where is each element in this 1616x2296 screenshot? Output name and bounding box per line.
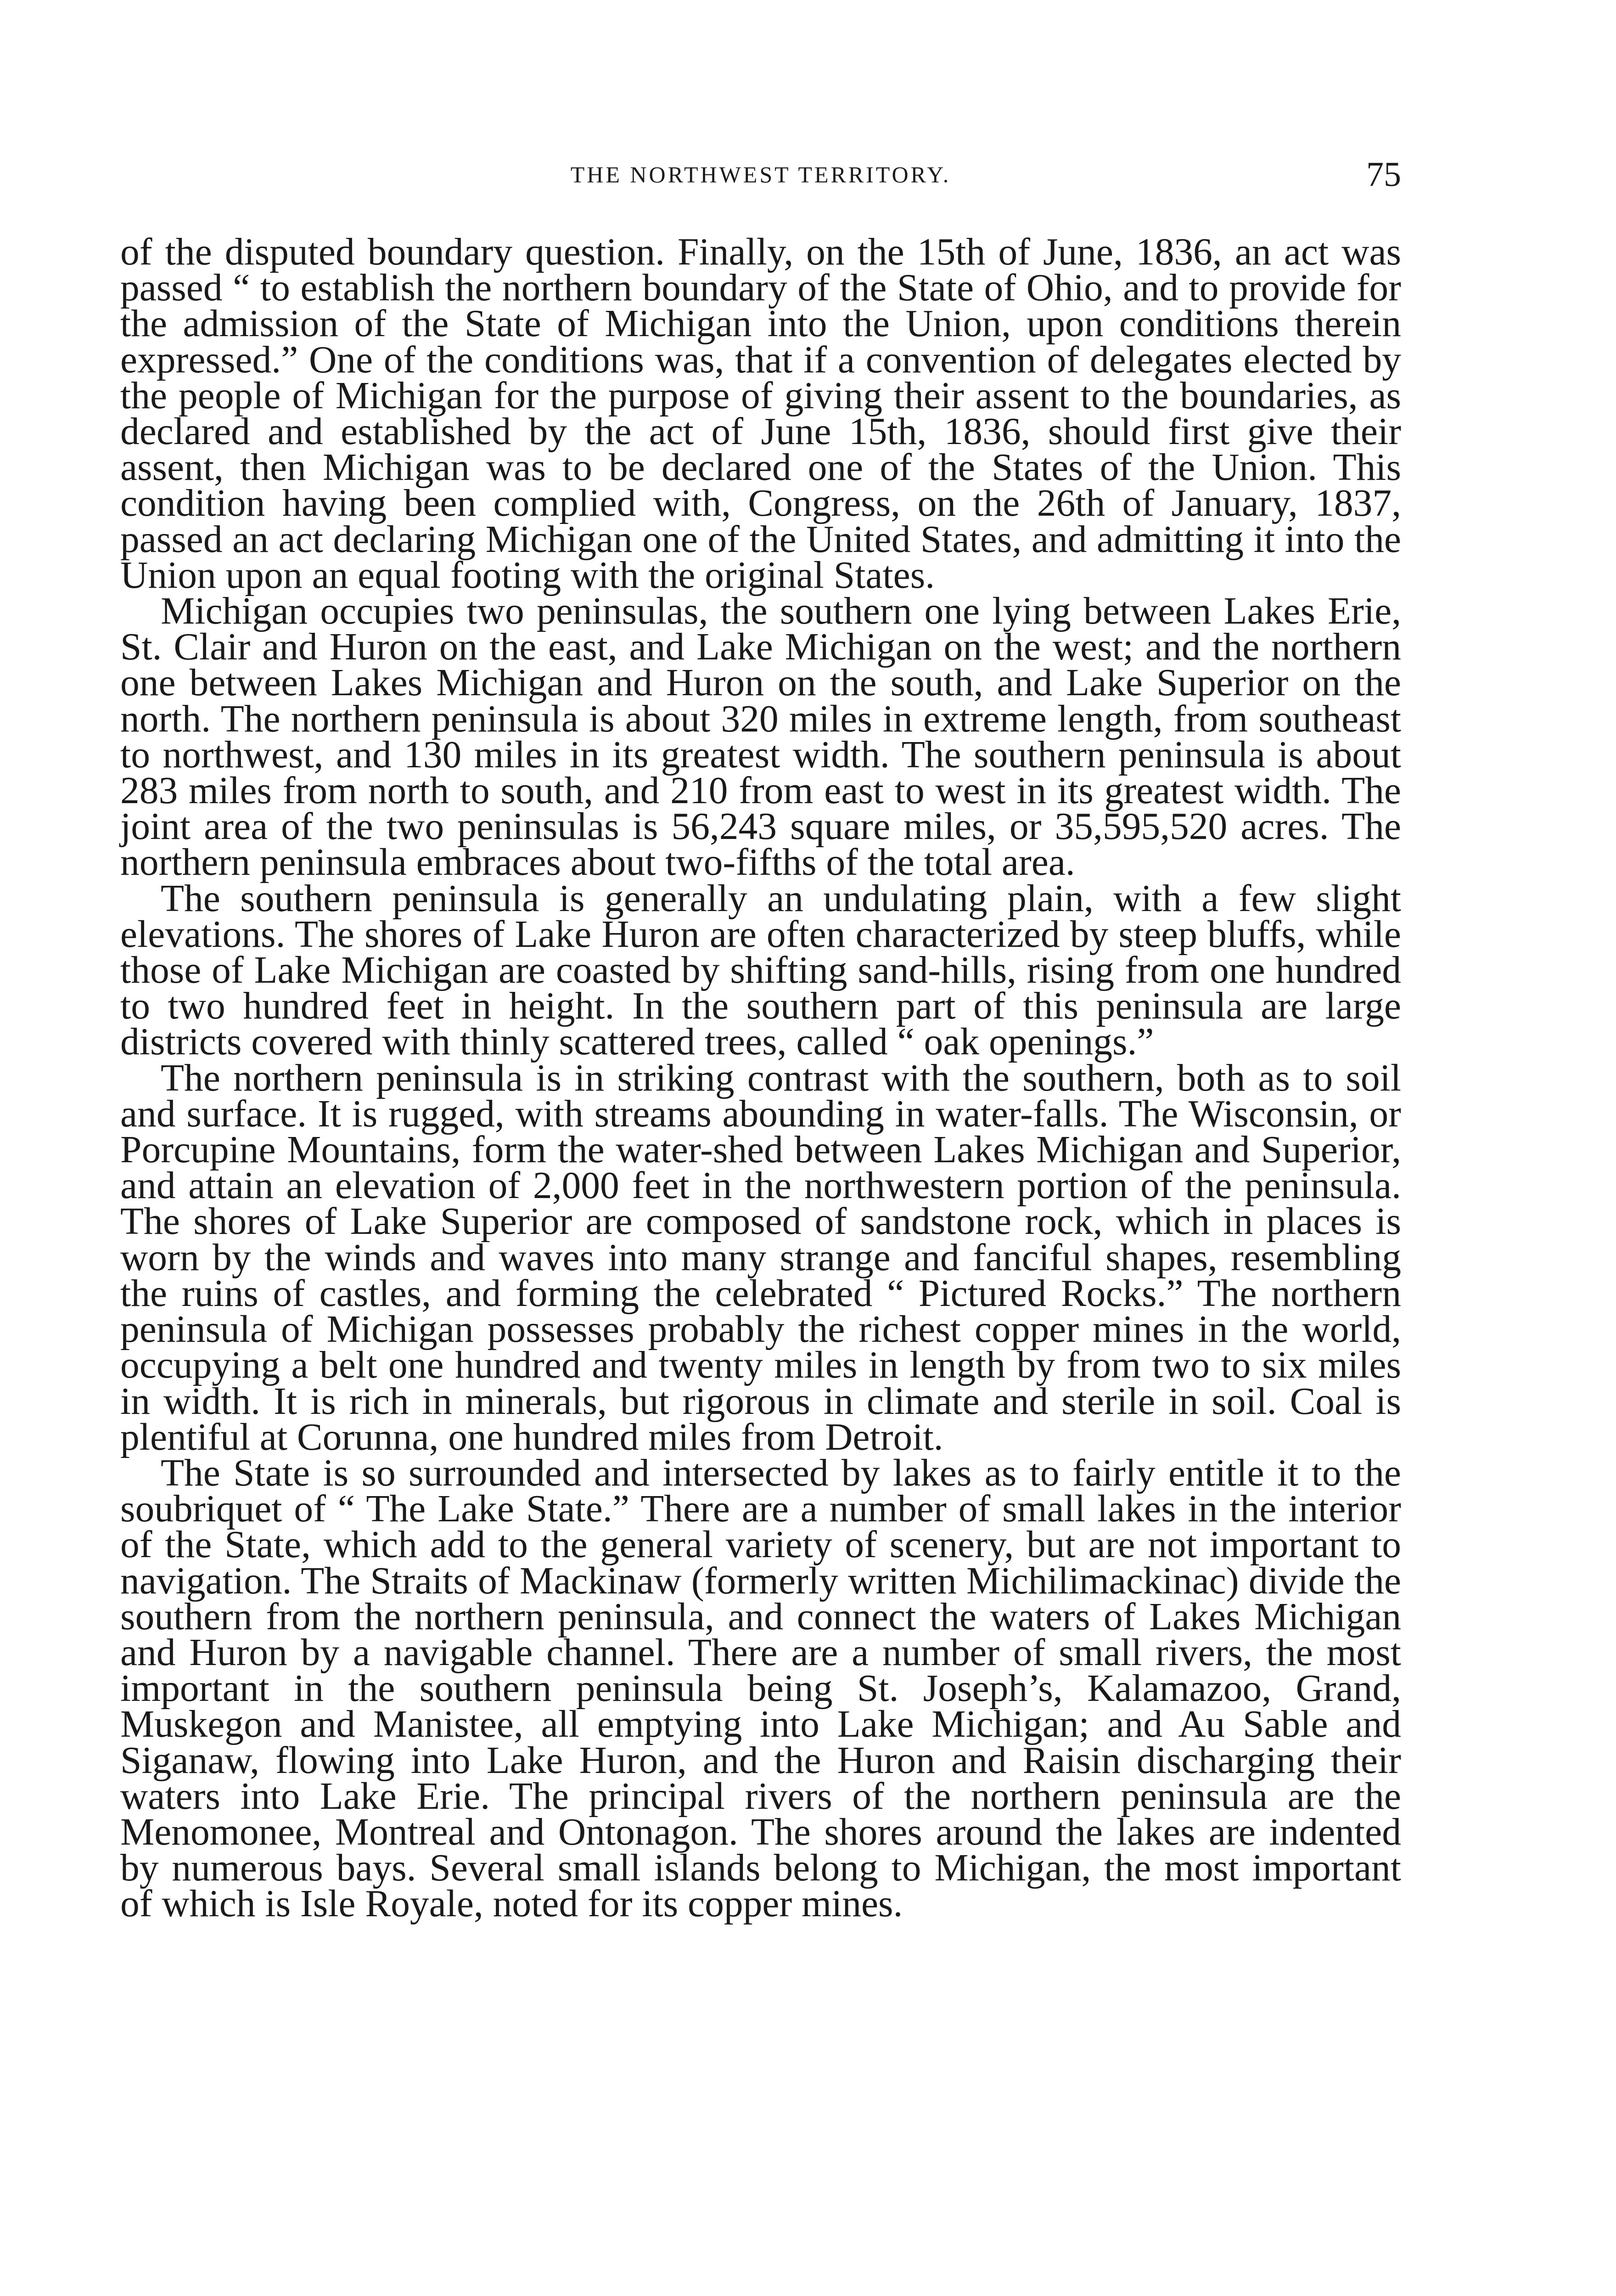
paragraph-lakes-and-rivers: The State is so surrounded and intersected by lakes as to fairly entitle it to the soubriquet of “ The Lake State.” There are a number of small lakes in the interior of the State, which add to the general variety of scenery, but are not important to navigation. The Straits of Mackinaw (formerly written Michilimackinac) divide the southern from the northern peninsula, and connect the waters of Lakes Michigan and Huron by a navigable channel. There are a number of small rivers, the most important in the southern peninsula being St. Joseph’s, Kalamazoo, Grand, Muskegon and Manistee, all emptying into Lake Michigan; and Au Sable and Siganaw, flowing into Lake Huron, and the Huron and Raisin discharging their waters into Lake Erie. The principal rivers of the northern peninsula are the Menomonee, Montreal and Ontonagon. The shores around the lakes are indented by numerous bays. Several small islands belong to Michigan, the most important of which is Isle Royale, noted for its copper mines. xyxy=(120,1452,1401,1925)
page-number: 75 xyxy=(1366,155,1401,194)
paragraph-peninsulas: Michigan occupies two peninsulas, the southern one lying between Lakes Erie, St. Clair and Huron on the east, and Lake Michigan on the west; and the northern one between Lakes Michigan and Huron on the south, and Lake Superior on the north. The northern peninsula is about 320 miles in extreme length, from southeast to northwest, and 130 miles in its greatest width. The southern peninsula is about 283 miles from north to south, and 210 from east to west in its greatest width. The joint area of the two peninsulas is 56,243 square miles, or 35,595,520 acres. The northern peninsula embraces about two-fifths of the total area. xyxy=(120,590,1401,884)
paragraph-boundary-question: of the disputed boundary question. Finally, on the 15th of June, 1836, an act was passed “ to establish the northern boundary of the State of Ohio, and to provide for the admission of the State of Michigan into the Union, upon conditions therein expressed.” One of the conditions was, that if a convention of delegates elected by the people of Michigan for the purpose of giving their assent to the boundaries, as declared and established by the act of June 15th, 1836, should first give their assent, then Michigan was to be declared one of the States of the Union. This condition having been complied with, Congress, on the 26th of January, 1837, passed an act declaring Michigan one of the United States, and admitting it into the Union upon an equal footing with the original States. xyxy=(120,231,1401,597)
paragraph-southern-peninsula: The southern peninsula is generally an undulating plain, with a few slight elevations. The shores of Lake Huron are often characterized by steep bluffs, while those of Lake Michigan are coasted by shifting sand-hills, rising from one hundred to two hundred feet in height. In the southern part of this peninsula are large districts covered with thinly scattered trees, called “ oak openings.” xyxy=(120,877,1401,1064)
body-text xyxy=(120,231,1401,1925)
paragraph-northern-peninsula: The northern peninsula is in striking contrast with the southern, both as to soil and surface. It is rugged, with streams abounding in water-falls. The Wisconsin, or Porcupine Mountains, form the water-shed between Lakes Michigan and Superior, and attain an elevation of 2,000 feet in the northwestern portion of the peninsula. The shores of Lake Superior are composed of sandstone rock, which in places is worn by the winds and waves into many strange and fanciful shapes, resembling the ruins of castles, and forming the celebrated “ Pictured Rocks.” The northern peninsula of Michigan possesses probably the richest copper mines in the world, occupying a belt one hundred and twenty miles in length by from two to six miles in width. It is rich in minerals, but rigorous in climate and sterile in soil. Coal is plentiful at Corunna, one hundred miles from Detroit. xyxy=(120,1057,1401,1458)
running-title: THE NORTHWEST TERRITORY. xyxy=(570,162,951,187)
running-head xyxy=(120,152,1401,197)
